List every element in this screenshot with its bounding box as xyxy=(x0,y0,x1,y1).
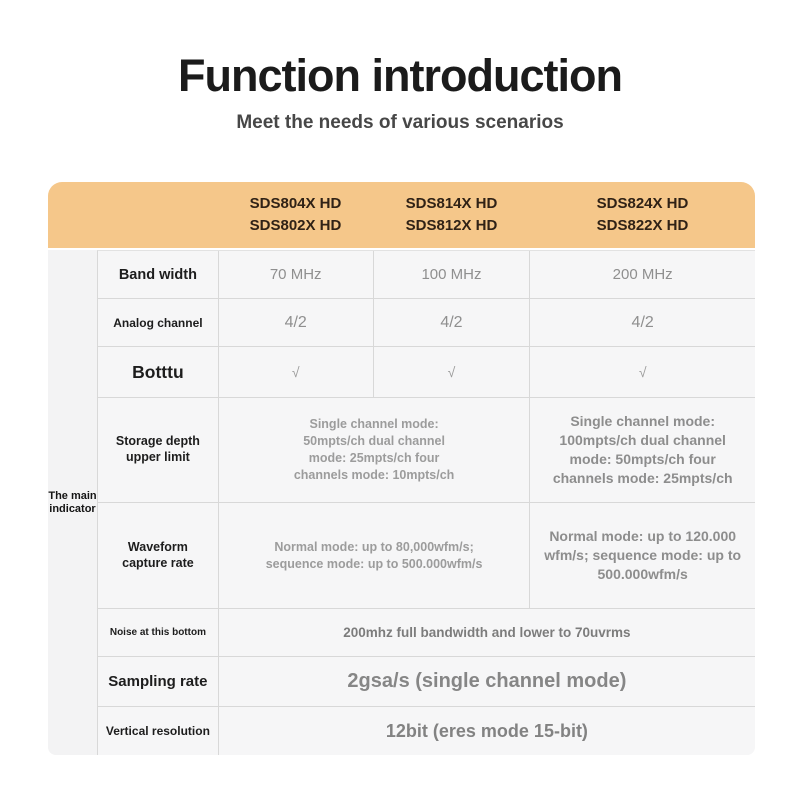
model-name: SDS814X HD xyxy=(405,195,498,213)
noise-value: 200mhz full bandwidth and lower to 70uvrms xyxy=(219,609,755,656)
botttu-check-1: √ xyxy=(219,347,374,397)
page-title: Function introduction xyxy=(178,50,622,101)
analog-channel-value-1: 4/2 xyxy=(219,299,374,346)
band-width-value-2: 100 MHz xyxy=(374,251,531,298)
botttu-check-2: √ xyxy=(374,347,531,397)
row-label-analog-channel: Analog channel xyxy=(98,299,219,346)
waveform-capture-merged-value: Normal mode: up to 80,000wfm/s; sequence mode: up to 500.000wfm/s xyxy=(219,503,531,608)
row-label-noise: Noise at this bottom xyxy=(98,609,219,656)
header-model-col-2 xyxy=(373,193,530,237)
model-name: SDS822X HD xyxy=(596,217,689,234)
table-header-row xyxy=(48,182,755,248)
row-sampling-rate xyxy=(98,657,755,707)
table-body xyxy=(48,250,755,755)
row-label-vertical-resolution: Vertical resolution xyxy=(98,707,219,755)
model-name: SDS802X HD xyxy=(249,217,342,234)
row-storage-depth xyxy=(98,398,755,503)
row-label-botttu: Botttu xyxy=(98,347,219,397)
analog-channel-value-3: 4/2 xyxy=(530,299,755,346)
row-waveform-capture xyxy=(98,503,755,609)
model-name: SDS804X HD xyxy=(249,195,342,213)
table-rows xyxy=(97,250,755,755)
row-label-sampling-rate: Sampling rate xyxy=(98,657,219,706)
sampling-rate-value: 2gsa/s (single channel mode) xyxy=(219,657,755,706)
header-model-col-3 xyxy=(530,193,755,237)
header-model-col-1 xyxy=(218,193,373,237)
waveform-capture-col3-value: Normal mode: up to 120.000 wfm/s; sequence mode: up to 500.000wfm/s xyxy=(530,503,755,608)
row-analog-channel xyxy=(98,299,755,347)
row-label-storage-depth: Storage depth upper limit xyxy=(98,398,219,502)
row-label-band-width: Band width xyxy=(98,251,219,298)
botttu-check-3: √ xyxy=(530,347,755,397)
row-vertical-resolution xyxy=(98,707,755,755)
storage-depth-merged-value: Single channel mode: 50mpts/ch dual channel mode: 25mpts/ch four channels mode: 10mpts/ch xyxy=(219,398,531,502)
row-band-width xyxy=(98,251,755,299)
vertical-resolution-value: 12bit (eres mode 15-bit) xyxy=(219,707,755,755)
main-indicator-label: The main indicator xyxy=(48,489,97,515)
analog-channel-value-2: 4/2 xyxy=(374,299,531,346)
storage-depth-col3-value: Single channel mode: 100mpts/ch dual channel mode: 50mpts/ch four channels mode: 25mpts/ch xyxy=(530,398,755,502)
page-subtitle: Meet the needs of various scenarios xyxy=(236,111,564,133)
model-name: SDS824X HD xyxy=(596,195,689,213)
main-indicator-strip xyxy=(48,250,97,755)
model-name: SDS812X HD xyxy=(405,217,498,234)
band-width-value-3: 200 MHz xyxy=(530,251,755,298)
row-label-waveform-capture: Waveform capture rate xyxy=(98,503,219,608)
row-noise xyxy=(98,609,755,657)
spec-comparison-table xyxy=(48,182,755,755)
row-botttu xyxy=(98,347,755,398)
band-width-value-1: 70 MHz xyxy=(219,251,374,298)
